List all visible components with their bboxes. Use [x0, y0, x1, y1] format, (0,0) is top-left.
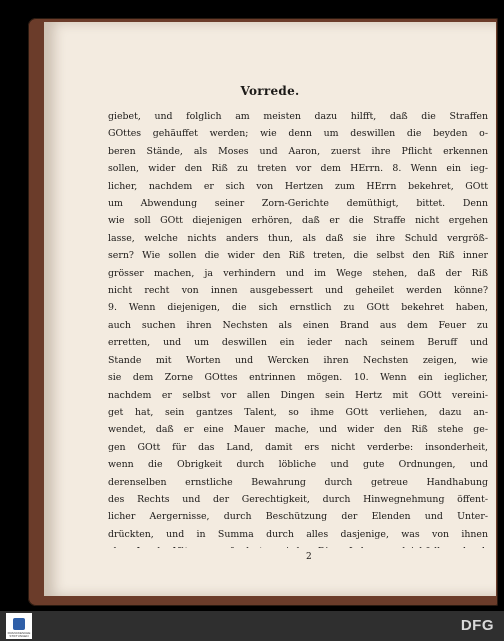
logo-text: FRANCKESCHE STIFTUNGEN: [7, 630, 31, 638]
text-line: licher, nachdem er sich von Hertzen zum HErrn bekehret, GOtt: [108, 180, 488, 192]
text-block: [108, 108, 488, 548]
text-line: lasse, welche nichts anders thun, als daß sie ihre Schuld vergröß-: [108, 232, 488, 244]
text-line: [108, 543, 488, 548]
text-line: grösser machen, ja verhindern und im Wege stehen, daß der Riß: [108, 267, 488, 279]
text-line: giebet, und folglich am meisten dazu hilfft, daß die Straffen: [108, 111, 488, 122]
text-line: Stande mit Worten und Wercken ihren Nechsten zeigen, wie: [108, 354, 488, 366]
text-line: erretten, und um deswillen ein ieder nach seinem Beruff und: [108, 337, 488, 349]
text-line: wie soll GOtt diejenigen erhören, daß er die Straffe nicht ergehen: [108, 215, 488, 227]
text-line: nachdem er selbst vor allen Dingen sein Hertz mit GOtt vereini-: [108, 389, 488, 401]
text-line: nicht recht von innen ausgebessert und geheilet werden könne?: [108, 285, 488, 297]
franckesche-stiftungen-logo[interactable]: [6, 613, 32, 639]
text-line: sern? Wie sollen die wider den Riß treten, die selbst den Riß inner: [108, 250, 488, 262]
text-line: auch suchen ihren Nechsten als einen Brand aus dem Feuer zu: [108, 319, 488, 331]
text-line: licher Aergernisse, durch Beschützung der Elenden und Unter-: [108, 511, 488, 523]
text-line: drückten, und in Summa durch alles dasjenige, was von ihnen: [108, 528, 488, 540]
footer-bar: [0, 611, 504, 641]
signature-mark: 2: [306, 552, 312, 562]
book-page: [44, 22, 496, 596]
text-line: um Abwendung seiner Zorn-Gerichte demüthigt, bittet. Denn: [108, 198, 488, 210]
text-line: sollen, wider den Riß zu treten vor dem HErrn. 8. Wenn ein ieg-: [108, 163, 488, 175]
text-line: gen GOtt für das Land, damit ers nicht verderbe: insonderheit,: [108, 441, 488, 453]
text-line: sie dem Zorne GOttes entrinnen mögen. 10. Wenn ein ieglicher,: [108, 372, 488, 384]
text-line: wenn die Obrigkeit durch löbliche und gute Ordnungen, und: [108, 459, 488, 471]
logo-mark-icon: [13, 618, 25, 630]
text-line: beren Stände, als Moses und Aaron, zuerst ihre Pflicht erkennen: [108, 145, 488, 157]
text-line: GOttes gehäuffet werden; wie denn um deswillen die beyden o-: [108, 128, 488, 140]
text-line: derenselben ernstliche Bewahrung durch getreue Handhabung: [108, 476, 488, 488]
text-line: des Rechts und der Gerechtigkeit, durch Hinwegnehmung öffent-: [108, 493, 488, 505]
text-line: get hat, sein gantzes Talent, so ihme GOtt verliehen, dazu an-: [108, 406, 488, 418]
text-line: 9. Wenn diejenigen, die sich ernstlich zu GOtt bekehret haben,: [108, 302, 488, 314]
dfg-logo[interactable]: DFG: [460, 617, 494, 634]
running-head: Vorrede.: [240, 84, 300, 98]
text-line: wendet, daß er eine Mauer mache, und wider den Riß stehe ge-: [108, 424, 488, 436]
